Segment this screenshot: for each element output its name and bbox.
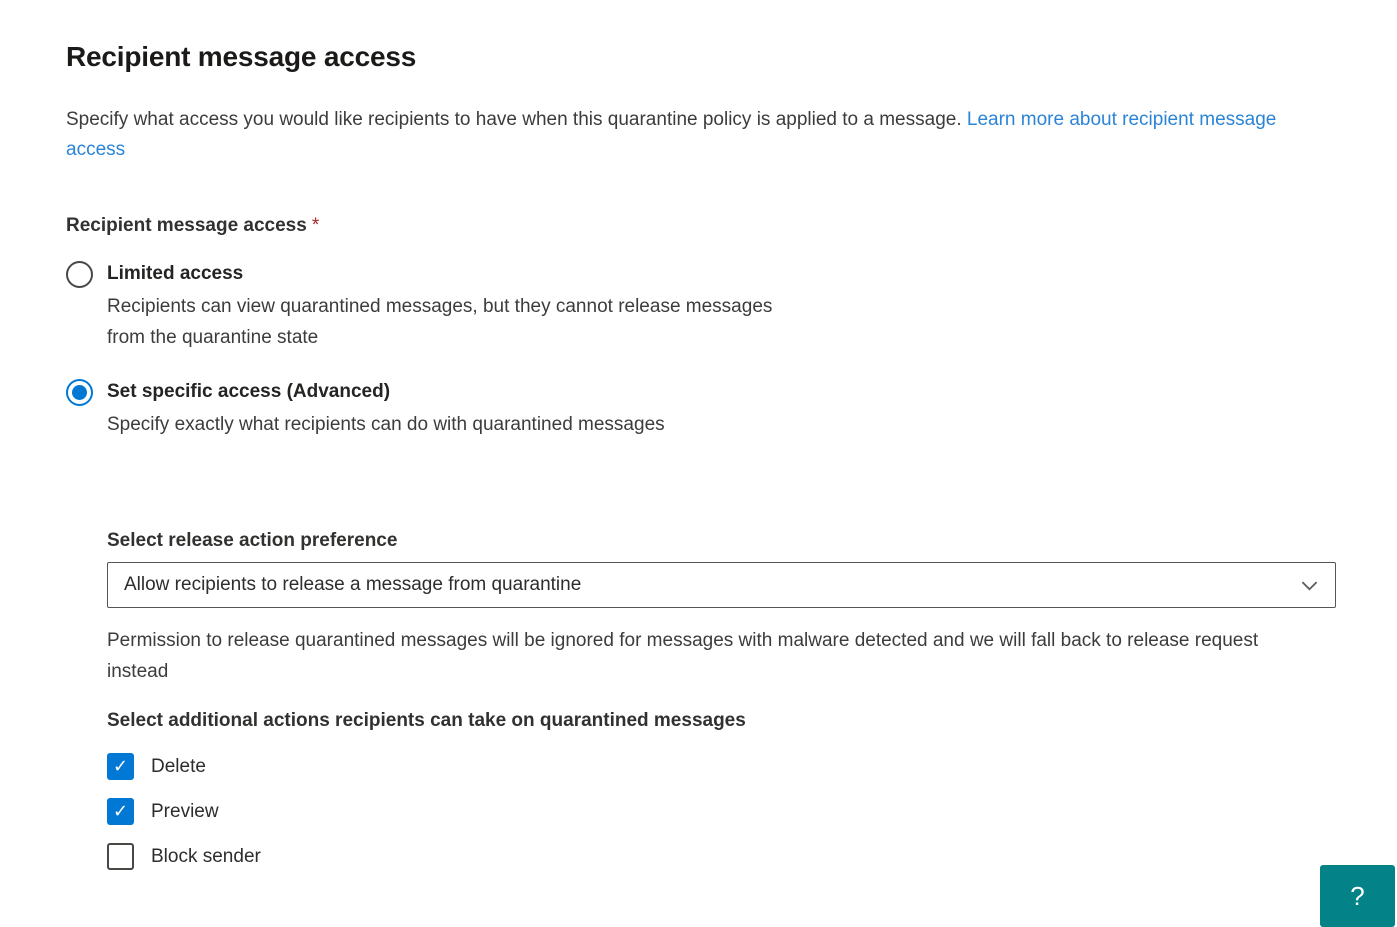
checkbox-row-block-sender[interactable] [107, 843, 261, 870]
help-question-label: ? [1350, 880, 1365, 911]
checkbox-row-preview[interactable] [107, 798, 219, 825]
delete-checkbox[interactable] [107, 753, 134, 780]
set-specific-access-description: Specify exactly what recipients can do with quarantined messages [107, 414, 665, 435]
recipient-access-field-label-text: Recipient message access [66, 215, 307, 236]
set-specific-access-text-block [107, 377, 665, 440]
help-button[interactable] [1320, 865, 1395, 927]
release-action-label: Select release action preference [107, 530, 398, 551]
release-action-dropdown-value: Allow recipients to release a message from quarantine [124, 574, 582, 595]
limited-access-description: Recipients can view quarantined messages, but they cannot release messages from the quarantine state [107, 296, 773, 348]
release-permission-note: Permission to release quarantined messages will be ignored for messages with malware detected and we will fall back to release request instead [107, 630, 1259, 682]
checkbox-row-delete[interactable] [107, 753, 206, 780]
limited-access-radio[interactable] [66, 261, 93, 288]
additional-actions-label: Select additional actions recipients can take on quarantined messages [107, 710, 746, 731]
check-icon: ✓ [112, 800, 129, 821]
chevron-down-icon [1300, 576, 1319, 595]
preview-checkbox-label: Preview [151, 800, 219, 822]
recipient-access-field-label [66, 215, 319, 237]
radio-option-set-specific-access[interactable] [66, 377, 665, 440]
delete-checkbox-label: Delete [151, 755, 206, 777]
required-asterisk: * [311, 215, 320, 236]
preview-checkbox[interactable] [107, 798, 134, 825]
learn-more-link[interactable]: Learn more about recipient message access [66, 109, 1277, 160]
page-description-text: Specify what access you would like recipients to have when this quarantine policy is applied to a message. [66, 109, 962, 130]
limited-access-text-block [107, 259, 807, 353]
release-action-dropdown[interactable] [107, 562, 1336, 608]
set-specific-access-label: Set specific access (Advanced) [107, 381, 391, 402]
block-sender-checkbox[interactable] [107, 843, 134, 870]
set-specific-access-radio[interactable] [66, 379, 93, 406]
page-title: Recipient message access [66, 40, 417, 72]
check-icon: ✓ [112, 755, 129, 776]
page-description [66, 105, 1281, 165]
radio-option-limited-access[interactable] [66, 259, 807, 353]
block-sender-checkbox-label: Block sender [151, 845, 261, 867]
limited-access-label: Limited access [107, 263, 244, 284]
